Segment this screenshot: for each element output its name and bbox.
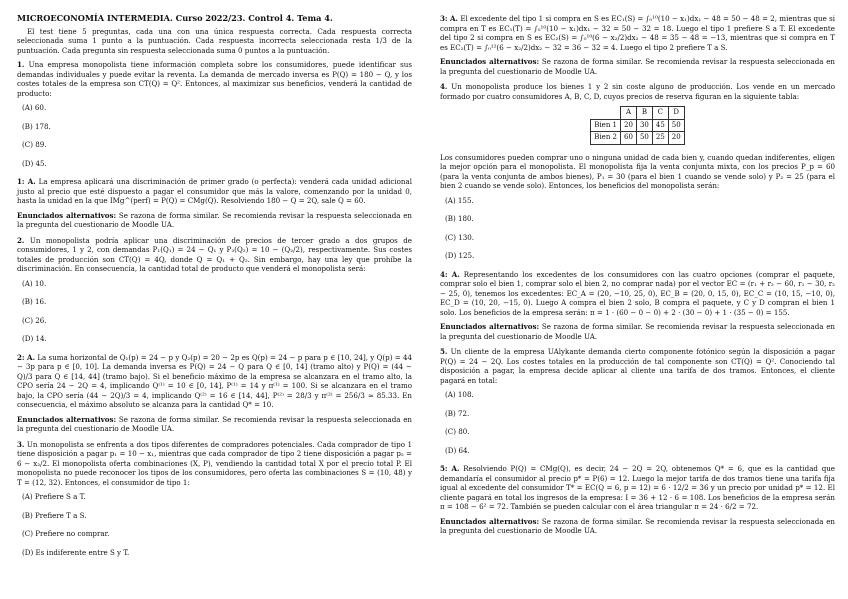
answer-label: 4: A.	[440, 269, 460, 279]
option-d: (D) 64.	[445, 445, 470, 455]
answer-text: La empresa aplicará una discriminación de primer grado (o perfecta): venderá cada unidad adicional justo al precio que esté dispuesto a pagar el consumidor que más la valore, comenzando por la unidad 0, hasta la unidad en la que IMg^(perf) = P(Q) = CMg(Q). Resolviendo 180 − Q = 2Q, sale Q = 60.	[17, 177, 412, 205]
options-list	[440, 196, 835, 261]
alt-text: Se razona de forma similar. Se recomienda revisar la respuesta seleccionada en la pregunta del cuestionario de Moodle UA.	[440, 57, 835, 76]
question-text: Una empresa monopolista tiene información completa sobre los consumidores, puede identificar sus demandas individuales y puede evitar la reventa. La demanda de mercado inversa es P(Q) = 180 − Q, y los costes totales de la empresa son CT(Q) = Q². Entonces, al maximizar sus beneficios, venderá la cantidad de producto:	[17, 60, 412, 98]
table-header: D	[668, 107, 684, 120]
table-cell: 50	[636, 132, 652, 145]
answer-paragraph	[17, 177, 412, 206]
table-corner	[591, 107, 621, 120]
option-d: (D) 14.	[22, 334, 47, 343]
table-header: C	[652, 107, 668, 120]
option-d: (D) 45.	[22, 158, 47, 168]
answer-text: El excedente del tipo 1 si compra en S es EC₁(S) = ∫₀¹⁰(10 − x₁)dx₁ − 48 = 50 − 48 = 2, mientras que si compra en T es EC₁(T) = ∫₀¹⁰(10 − x₁)dx₁ − 32 = 50 − 32 = 18. Luego el tipo 1 prefiere S a T. El excedente del tipo 2 si compra en S es EC₂(S) = ∫₀¹⁰(6 − x₂/2)dx₂ − 48 = 35 − 48 = −13, mientras que si compra en T es EC₂(T) = ∫₀¹²(6 − x₂/2)dx₂ − 32 = 36 − 32 = 4. Luego el tipo 2 prefiere T a S.	[440, 14, 836, 52]
question-text-continued: Los consumidores pueden comprar uno o ninguna unidad de cada bien y, cuando quedan indiferentes, eligen la mejor opción para el monopolista. El monopolista fija la venta conjunta mixta, con los precios P_p = 60 (para la venta conjunta de ambos bienes), P₁ = 30 (para el bien 1 cuando se vende solo) y P₂ = 25 (para el bien 2 cuando se vende solo). Entonces, los beneficios del monopolista serán:	[440, 152, 835, 190]
table-row	[591, 119, 684, 132]
intro-paragraph: El test tiene 5 preguntas, cada una con una única respuesta correcta. Cada respuesta correcta seleccionada suma 1 punto a la puntuación. Cada respuesta incorrecta seleccionada resta 1/3 de la puntuación. Cada pregunta sin respuesta seleccionada suma 0 puntos a la puntuación.	[17, 26, 412, 55]
option-d: (D) Es indiferente entre S y T.	[22, 547, 130, 557]
options-list	[440, 390, 835, 455]
row-label: Bien 1	[591, 119, 621, 132]
question-text: Un cliente de la empresa UAlykante demanda cierto componente fotónico según la disposición a pagar P(Q) = 24 − 2Q. Los costes totales en la producción de tal componente son CT(Q) = Q². Conociendo tal disposición a pagar, la empresa decide aplicar al cliente una tarifa de dos tramos. Entonces, el cliente pagará en total:	[440, 347, 835, 385]
answer-label: 5: A.	[440, 464, 460, 473]
answer-text: Resolviendo P(Q) = CMg(Q), es decir, 24 − 2Q = 2Q, obtenemos Q* = 6, que es la cantidad que demandaría el consumidor al precio p* = P(6) = 12. Luego la mejor tarifa de dos tramos tiene una tarifa fija igual al excedente del consumidor T* = EC(Q = 6, p = 12) = 6 · 12/2 = 36 y un precio por unidad p* = 12. El cliente pagará en total los ingresos de la empresa: I = 36 + 12 · 6 = 108. Los beneficios de la empresa serán π = 108 − 6² = 72. También se pueden calcular con el área triangular π = 24 · 6/2 = 72.	[440, 464, 835, 511]
row-label: Bien 2	[591, 132, 621, 145]
alternatives-note	[440, 322, 835, 341]
option-a: (A) 10.	[22, 278, 47, 288]
table-cell: 30	[636, 119, 652, 132]
question-4	[440, 82, 835, 341]
question-text: Un monopolista se enfrenta a dos tipos diferentes de compradores potenciales. Cada comprador de tipo 1 tiene disposición a pagar p₁ = 10 − x₁, mientras que cada comprador de tipo 2 tiene disposición a pagar p₂ = 6 − x₂/2. El monopolista oferta combinaciones (X, P), vendiendo la cantidad total X por el precio total P. El monopolista no puede reconocer los tipos de los consumidores, pero oferta las combinaciones S = (10, 48) y T = (12, 32). Entonces, el consumidor de tipo 1:	[17, 439, 412, 487]
option-b: (B) 180.	[445, 214, 474, 223]
option-c: (C) 80.	[445, 427, 470, 436]
option-c: (C) 89.	[22, 140, 47, 149]
answer-paragraph	[440, 464, 835, 512]
option-d: (D) 125.	[445, 251, 475, 260]
right-column	[440, 14, 835, 542]
question-number: 3.	[17, 439, 25, 449]
options-list	[17, 279, 412, 344]
answer-paragraph	[440, 14, 835, 52]
option-c: (C) 26.	[22, 315, 47, 325]
answer-paragraph	[17, 353, 412, 410]
alt-label: Enunciados alternativos:	[440, 516, 540, 526]
options-list	[17, 103, 412, 168]
option-a: (A) Prefiere S a T.	[22, 492, 86, 501]
reservation-price-table	[590, 106, 684, 145]
table-cell: 45	[652, 119, 668, 132]
option-c: (C) 130.	[445, 232, 475, 242]
table-row	[591, 132, 684, 145]
alternatives-note	[440, 57, 835, 76]
alt-label: Enunciados alternativos:	[17, 210, 117, 220]
alt-text: Se razona de forma similar. Se recomienda revisar la respuesta seleccionada en la pregunta del cuestionario de Moodle UA.	[17, 414, 412, 433]
answer-text: Representando los excedentes de los consumidores con las cuatro opciones (comprar el paquete, comprar solo el bien 1, comprar solo el bien 2, no comprar nada) por el vector EC = (r₁ + r₂ − 60, r₁ − 30, r₂ − 25, 0), tenemos los excedentes: EC_A = (20, −10, 25, 0), EC_B = (20, 0, 15, 0), EC_C = (10, 15, −10, 0), EC_D = (10, 20, −15, 0). Luego A compra el bien 2 solo, B compra el paquete, y C y D compran el bien 1 solo. Los beneficios de la empresa serán: π = 1 · (60 − 0 − 0) + 2 · (30 − 0) + 1 · (35 − 0) = 155.	[440, 269, 835, 317]
alternatives-note	[440, 517, 835, 536]
question-2	[17, 236, 412, 434]
alternatives-note	[17, 211, 412, 230]
question-text: Un monopolista podría aplicar una discriminación de precios de tercer grado a dos grupos de consumidores, 1 y 2, con demandas P₁(Q₁) = 24 − Q₁ y P₂(Q₂) = 10 − (Q₂/2), respectivamente. Sus costes totales de producción son CT(Q) = 4Q, donde Q = Q₁ + Q₂. Sin embargo, hay una ley que prohíbe la discriminación. En consecuencia, la cantidad total de producto que venderá el monopolista será:	[17, 235, 412, 273]
question-number: 4.	[440, 82, 448, 91]
option-a: (A) 155.	[445, 195, 474, 205]
question-3	[17, 440, 412, 558]
alternatives-note	[17, 415, 412, 434]
option-b: (B) 178.	[22, 121, 51, 131]
table-cell: 60	[621, 132, 637, 145]
answer-paragraph	[440, 270, 835, 318]
answer-text: La suma horizontal de Q₁(p) = 24 − p y Q₂(p) = 20 − 2p es Q(p) = 24 − p para p ∈ [10, 24], y Q(p) = 44 − 3p para p ∈ [0, 10]. La demanda inversa es P(Q) = 24 − Q para Q ∈ [0, 14] (tramo alto) y P(Q) = (44 − Q)/3 para Q ∈ [14, 44] (tramo bajo). Si el beneficio máximo de la empresa se alcanzara en el tramo alto, la CPO sería 24 − 2Q = 4, implicando Q⁽¹⁾ = 10 ∈ [0, 14], P⁽¹⁾ = 14 y π⁽¹⁾ = 100. Si se alcanzara en el tramo bajo, la CPO sería (44 − 2Q)/3 = 4, implicando Q⁽²⁾ = 16 ∈ [14, 44], P⁽²⁾ = 28/3 y π⁽²⁾ = 256/3 ≈ 85.33. En consecuencia, el máximo absoluto se alcanza para la cantidad Q* = 10.	[17, 352, 413, 409]
answer-label: 2: A.	[17, 352, 36, 362]
option-b: (B) 72.	[445, 408, 470, 418]
left-column	[17, 14, 412, 566]
question-5	[440, 347, 835, 536]
alt-label: Enunciados alternativos:	[17, 414, 117, 424]
alt-text: Se razona de forma similar. Se recomienda revisar la respuesta seleccionada en la pregunta del cuestionario de Moodle UA.	[440, 516, 835, 535]
alt-text: Se razona de forma similar. Se recomienda revisar la respuesta seleccionada en la pregunta del cuestionario de Moodle UA.	[17, 210, 412, 229]
option-b: (B) Prefiere T a S.	[22, 510, 87, 520]
option-c: (C) Prefiere no comprar.	[22, 529, 110, 538]
option-b: (B) 16.	[22, 297, 47, 306]
table-header: B	[636, 107, 652, 120]
question-number: 5.	[440, 347, 448, 356]
table-header: A	[621, 107, 637, 120]
question-text: Un monopolista produce los bienes 1 y 2 sin coste alguno de producción. Los vende en un mercado formado por cuatro consumidores A, B, C, D, cuyos precios de reserva figuran en la siguiente tabla:	[440, 82, 835, 101]
answer-label: 1: A.	[17, 177, 36, 186]
table-cell: 20	[621, 119, 637, 132]
table-cell: 20	[668, 132, 684, 145]
alt-text: Se razona de forma similar. Se recomienda revisar la respuesta seleccionada en la pregunta del cuestionario de Moodle UA.	[440, 322, 835, 341]
question-number: 1.	[17, 60, 25, 69]
question-1	[17, 60, 412, 230]
document-title: MICROECONOMÍA INTERMEDIA. Curso 2022/23. Control 4. Tema 4.	[17, 13, 333, 23]
options-list	[17, 492, 412, 557]
option-a: (A) 60.	[22, 103, 47, 112]
table-cell: 25	[652, 132, 668, 145]
alt-label: Enunciados alternativos:	[440, 322, 540, 331]
alt-label: Enunciados alternativos:	[440, 57, 540, 66]
question-number: 2.	[17, 235, 25, 245]
answer-label: 3: A.	[440, 14, 459, 23]
option-a: (A) 108.	[445, 390, 474, 399]
table-cell: 50	[668, 119, 684, 132]
